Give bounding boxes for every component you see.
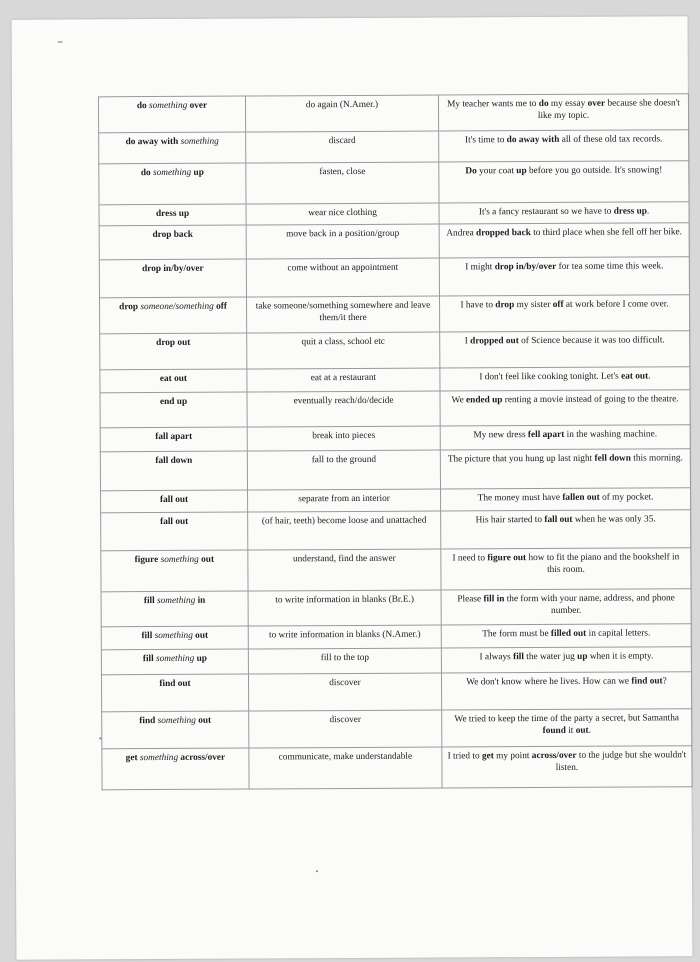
example-cell [439, 223, 689, 258]
table-row [100, 331, 690, 370]
phrasal-verb-cell [101, 490, 248, 513]
example-cell [441, 624, 691, 648]
meaning-text: wear nice clothing [308, 207, 377, 219]
emphasis-text: something [154, 630, 193, 642]
emphasis-text: ended up [466, 395, 503, 406]
scan-speck [99, 737, 101, 739]
plain-text: it [565, 725, 576, 736]
plain-text: fall apart [155, 431, 193, 443]
meaning-text: to write information in blanks (N.Amer.) [268, 629, 421, 641]
plain-text: We tried to keep the time of the party a secret, but Samantha [454, 713, 680, 725]
meaning-cell [249, 747, 442, 789]
phrasal-verb-cell [98, 96, 245, 133]
plain-text: . [588, 725, 591, 736]
meaning-text: discover [329, 714, 361, 726]
plain-text: get [125, 753, 140, 764]
example-cell [439, 257, 689, 296]
plain-text: His hair started to [475, 514, 545, 526]
meaning-cell [247, 391, 440, 427]
emphasis-text: fallen out [562, 492, 600, 503]
meaning-text: to write information in blanks (Br.E.) [275, 594, 414, 606]
example-cell [439, 202, 689, 224]
emphasis-text: fall out [544, 514, 573, 525]
meaning-cell [246, 162, 439, 204]
emphasis-text: something [149, 100, 188, 112]
phrasal-verb-cell [100, 427, 247, 452]
emphasis-text: found [542, 725, 566, 737]
phrasal-verb-cell [100, 369, 247, 393]
meaning-cell [247, 450, 440, 490]
plain-text: I might [465, 262, 495, 273]
plain-text: do away with [125, 136, 181, 148]
plain-text: Andrea [446, 228, 477, 239]
meaning-cell [246, 224, 439, 259]
phrasal-verb-cell [102, 748, 249, 790]
emphasis-text: dress up [613, 206, 647, 217]
scan-speck [58, 42, 63, 43]
plain-text: I tried to [447, 751, 482, 762]
table-row [98, 94, 688, 133]
emphasis-text: drop [495, 300, 515, 311]
meaning-text: discard [328, 135, 356, 147]
plain-text: my essay [548, 98, 588, 109]
plain-text: My new dress [473, 430, 528, 441]
plain-text: find [139, 716, 158, 727]
meaning-text: fasten, close [319, 166, 366, 178]
table-row [99, 130, 689, 164]
table-row [99, 257, 689, 298]
plain-text: I need to [452, 553, 488, 564]
plain-text: your coat [476, 166, 517, 177]
emphasis-text: over [587, 98, 606, 109]
emphasis-text: something [139, 752, 179, 764]
plain-text: . [646, 206, 650, 217]
plain-text: all of these old tax records. [559, 134, 663, 145]
meaning-cell [248, 549, 441, 591]
plain-text: the water jug [523, 651, 578, 663]
meaning-text: eventually reach/do/decide [293, 395, 394, 407]
emphasis-text: eat out [621, 371, 649, 382]
plain-text: when it is empty. [587, 651, 654, 662]
scanned-page [12, 16, 693, 960]
plain-text: eat out [159, 373, 188, 385]
plain-text: of Science because it was too difficult. [518, 335, 665, 347]
example-cell [440, 425, 690, 450]
plain-text: do [140, 168, 153, 179]
plain-text: We [451, 395, 467, 406]
plain-text: Please [457, 594, 484, 605]
emphasis-text: fill [513, 652, 524, 663]
plain-text: do [136, 101, 150, 112]
emphasis-text: up [516, 166, 527, 177]
plain-text: fall out [160, 516, 189, 528]
phrasal-verb-cell [99, 204, 246, 226]
table-row [100, 367, 690, 393]
plain-text: fill [141, 631, 155, 642]
meaning-cell [247, 426, 440, 451]
plain-text: We don't know where he lives. How can we [466, 676, 632, 688]
phrasal-verb-cell [101, 550, 248, 592]
plain-text: this morning. [630, 453, 683, 464]
phrasal-verb-cell [100, 297, 247, 334]
phrasal-verb-cell [99, 163, 246, 205]
meaning-cell [249, 710, 442, 748]
emphasis-text: drop in/by/over [494, 261, 557, 273]
plain-text: drop out [156, 337, 191, 349]
plain-text: because she doesn't like my topic. [537, 98, 680, 122]
emphasis-text: fell down [594, 453, 631, 464]
plain-text: I don't feel like cooking tonight. Let's [479, 371, 622, 383]
emphasis-text: get [481, 751, 494, 762]
example-cell [441, 589, 691, 625]
plain-text: The picture that you hung up last night [447, 453, 595, 465]
plain-text: of my pocket. [599, 492, 654, 503]
plain-text: fall out [159, 494, 189, 506]
plain-text: to the judge but she wouldn't listen. [555, 750, 687, 773]
meaning-text: fill to the top [320, 652, 370, 664]
example-cell [440, 367, 690, 391]
emphasis-text: dropped back [475, 228, 531, 239]
example-cell [440, 449, 690, 489]
meaning-cell [248, 648, 441, 674]
plain-text: my point [493, 751, 532, 762]
emphasis-text: up [577, 651, 588, 662]
plain-text: ? [662, 676, 667, 687]
emphasis-text: something [156, 653, 195, 665]
table-row [102, 746, 692, 790]
example-cell [442, 709, 692, 747]
emphasis-text: off [552, 299, 564, 310]
table-row [99, 161, 689, 205]
meaning-text: (of hair, teeth) become loose and unattached [261, 515, 427, 527]
emphasis-text: filled out [550, 628, 587, 639]
plain-text: my sister [514, 299, 553, 311]
table-row [100, 295, 690, 334]
meaning-text: discover [329, 677, 361, 689]
example-cell [438, 94, 688, 131]
phrasal-verb-cell [100, 392, 247, 428]
plain-text: The money must have [477, 492, 563, 504]
emphasis-text: across/over [531, 750, 577, 762]
emphasis-text: dropped out [470, 336, 519, 347]
meaning-text: take someone/something somewhere and leave them/it there [255, 300, 431, 324]
phrasal-verb-table [98, 93, 693, 790]
meaning-text: communicate, make understandable [278, 751, 413, 763]
plain-text: when he was only 35. [572, 514, 656, 525]
table-body [98, 94, 692, 790]
meaning-cell [248, 489, 441, 512]
example-cell [439, 295, 689, 332]
table-row [99, 223, 689, 260]
example-cell [441, 672, 691, 710]
emphasis-text: someone/something [140, 301, 214, 313]
emphasis-text: find out [631, 676, 663, 687]
phrasal-verb-cell [99, 132, 246, 164]
example-cell [440, 331, 690, 368]
emphasis-text: do away with [506, 134, 560, 146]
plain-text: fill [142, 654, 157, 665]
phrasal-verb-cell [101, 591, 248, 627]
meaning-cell [246, 131, 439, 163]
emphasis-text: something [180, 136, 219, 147]
scan-speck [316, 870, 318, 872]
plain-text: up [191, 167, 204, 178]
phrasal-verb-cell [99, 225, 246, 260]
plain-text: drop in/by/over [142, 263, 204, 275]
plain-text: across/over [178, 752, 226, 763]
phrasal-verb-cell [99, 259, 246, 298]
plain-text: end up [159, 396, 188, 408]
plain-text: fall down [155, 455, 193, 467]
emphasis-text: out [575, 725, 589, 736]
table-row [100, 449, 690, 491]
plain-text: out [192, 630, 209, 641]
meaning-text: come without an appointment [287, 262, 399, 274]
meaning-text: fall to the ground [311, 454, 377, 466]
example-cell [441, 647, 691, 673]
emphasis-text: Do [465, 166, 477, 177]
table-row [100, 425, 690, 452]
emphasis-text: something [157, 715, 196, 727]
meaning-cell [245, 95, 438, 132]
meaning-cell [246, 203, 439, 225]
plain-text: find out [159, 678, 191, 690]
plain-text: off [213, 301, 227, 312]
plain-text: to third place when she fell off her bike. [530, 227, 683, 239]
plain-text: dress up [155, 208, 190, 220]
plain-text: out [195, 715, 212, 726]
emphasis-text: something [152, 167, 192, 179]
plain-text: renting a movie instead of going to the theatre. [502, 394, 679, 406]
plain-text: I [464, 336, 471, 347]
meaning-text: quit a class, school etc [301, 336, 385, 348]
plain-text: over [187, 100, 208, 111]
plain-text: It's time to [464, 135, 507, 146]
plain-text: before you go outside. It's snowing! [526, 165, 663, 177]
emphasis-text: fill in [483, 594, 505, 605]
table-row [101, 510, 691, 551]
meaning-cell [248, 590, 441, 626]
meaning-text: do again (N.Amer.) [305, 99, 379, 111]
table-row [101, 647, 691, 675]
emphasis-text: do [538, 98, 549, 110]
table-row [101, 624, 691, 650]
plain-text: The form must be [482, 628, 551, 640]
example-cell [441, 548, 691, 590]
plain-text: I have to [460, 300, 496, 311]
example-cell [441, 510, 691, 549]
plain-text: My teacher wants me to [447, 99, 539, 110]
meaning-cell [246, 258, 439, 297]
emphasis-text: figure out [487, 553, 527, 564]
plain-text: It's a fancy restaurant so we have to [478, 206, 614, 218]
meaning-cell [247, 332, 440, 369]
phrasal-verb-cell [101, 512, 248, 551]
meaning-text: move back in a position/group [286, 228, 400, 240]
plain-text: fill [143, 596, 158, 607]
table-row [101, 488, 691, 513]
plain-text: . [648, 371, 651, 382]
emphasis-text: something [157, 595, 196, 607]
phrasal-verb-cell [100, 451, 247, 491]
plain-text: in the washing machine. [564, 429, 658, 440]
plain-text: up [194, 653, 207, 664]
plain-text: I always [479, 652, 514, 663]
example-cell [442, 746, 692, 788]
table-row [100, 390, 690, 428]
table-row [101, 548, 691, 592]
meaning-text: understand, find the answer [292, 553, 396, 565]
plain-text: drop back [152, 229, 193, 241]
plain-text: the form with your name, address, and phone number. [504, 593, 675, 616]
example-cell [441, 488, 691, 511]
phrasal-verb-cell [101, 674, 248, 712]
table-row [102, 709, 692, 749]
meaning-cell [248, 511, 441, 550]
plain-text: figure [134, 555, 161, 566]
table-row [101, 589, 691, 627]
emphasis-text: something [160, 554, 199, 566]
meaning-text: break into pieces [312, 430, 376, 442]
phrasal-verb-cell [101, 649, 248, 675]
example-cell [439, 161, 689, 203]
meaning-cell [247, 368, 440, 392]
table-row [101, 672, 691, 712]
plain-text: how to fit the piano and the bookshelf in this room. [526, 552, 680, 575]
phrasal-verb-cell [100, 333, 247, 370]
example-cell [440, 390, 690, 426]
emphasis-text: fell apart [527, 429, 565, 441]
plain-text: out [198, 554, 215, 565]
meaning-cell [246, 296, 439, 333]
phrasal-verb-cell [101, 626, 248, 650]
meaning-text: eat at a restaurant [310, 372, 377, 384]
phrasal-verb-cell [102, 711, 249, 749]
meaning-cell [248, 625, 441, 649]
meaning-text: separate from an interior [298, 493, 390, 505]
plain-text: at work before I come over. [563, 299, 669, 310]
example-cell [439, 130, 689, 162]
plain-text: in [195, 595, 206, 606]
meaning-cell [248, 673, 441, 711]
plain-text: for tea some time this week. [556, 261, 664, 272]
plain-text: in capital letters. [586, 628, 651, 639]
plain-text: drop [119, 302, 141, 313]
